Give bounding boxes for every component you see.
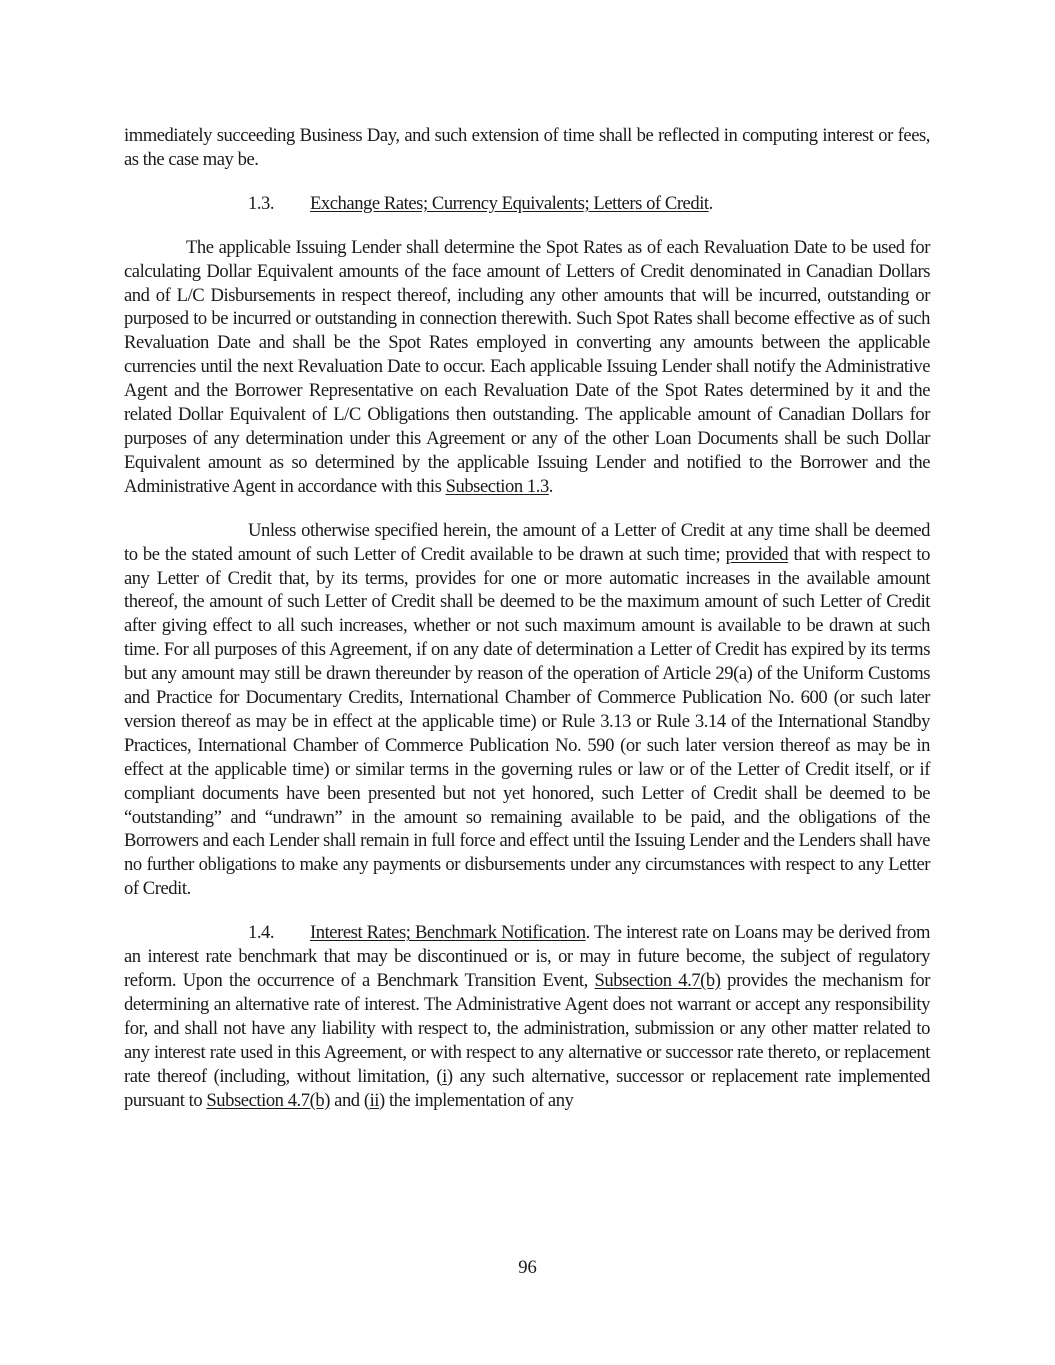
- paragraph-text-3: ) any such alternative, successor or replacement rate implemented pursuant to: [124, 1065, 930, 1111]
- section-title: Interest Rates; Benchmark Notification: [310, 922, 586, 944]
- section-1-3-paragraph-2: [124, 519, 930, 902]
- paragraph-text-1: . The interest rate on Loans may be derived from an interest rate benchmark that may be discontinued or is, or may in future become, the subject of regulatory reform. Upon the occurrence of a Benchmark Transition Event,: [124, 922, 930, 991]
- paragraph-text-before: Unless otherwise specified herein, the amount of a Letter of Credit at any time shall be deemed to be the stated amount of such Letter of Credit available to be drawn at such time;: [124, 519, 930, 565]
- paragraph-suffix: .: [548, 475, 553, 497]
- section-heading-1-3: [124, 192, 930, 216]
- section-title-suffix: .: [708, 192, 713, 214]
- subsection-reference-link[interactable]: Subsection 4.7(b): [206, 1089, 330, 1111]
- section-title: Exchange Rates; Currency Equivalents; Letters of Credit: [310, 192, 709, 214]
- section-1-3-paragraph-1: [124, 236, 930, 499]
- page-number: 96: [518, 1257, 537, 1278]
- paragraph-text-2: provides the mechanism for determining an alternative rate of interest. The Administrative Agent does not warrant or accept any responsibility for, and shall not have any liability with respect to, the administration, submission or any other matter related to any interest rate used in this Agreement, or with respect to any alternative or successor rate thereto, or replacement rate thereof (including, without limitation, (: [124, 970, 930, 1087]
- subsection-reference-link[interactable]: Subsection 4.7(b): [594, 970, 721, 991]
- section-1-4-paragraph: [124, 921, 930, 1112]
- paragraph-text-5: ) the implementation of any: [379, 1089, 574, 1111]
- provided-term: provided: [725, 543, 789, 565]
- paragraph-text-4: and (: [329, 1089, 370, 1111]
- section-number: 1.4.: [248, 922, 275, 944]
- enumeration-marker: i: [442, 1065, 447, 1087]
- paragraph-text: The applicable Issuing Lender shall determine the Spot Rates as of each Revaluation Date to be used for calculating Dollar Equivalent amounts of the face amount of Letters of Credit denominated in Canadian Dollars and of L/C Disbursements in respect thereof, including any other amounts that will be incurred, outstanding or purposed to be incurred or outstanding in connection therewith. Such Spot Rates shall become effective as of such Revaluation Date and shall be the Spot Rates employed in converting any amounts between the applicable currencies until the next Revaluation Date to occur. Each applicable Issuing Lender shall notify the Administrative Agent and the Borrower Representative on each Revaluation Date of the Spot Rates determined by it and the related Dollar Equivalent of L/C Obligations then outstanding. The applicable amount of Canadian Dollars for purposes of any determination under this Agreement or any of the other Loan Documents shall be such Dollar Equivalent amount as so determined by the applicable Issuing Lender and notified to the Borrower and the Administrative Agent in accordance with this: [124, 236, 930, 497]
- subsection-reference-link[interactable]: Subsection 1.3: [445, 475, 549, 497]
- section-number: 1.3.: [248, 192, 275, 214]
- paragraph-text-after: that with respect to any Letter of Credit that, by its terms, provides for one or more automatic increases in the available amount thereof, the amount of such Letter of Credit shall be deemed to be the maximum amount of such Letter of Credit after giving effect to all such increases, whether or not such maximum amount is available to be drawn at such time. For all purposes of this Agreement, if on any date of determination a Letter of Credit has expired by its terms but any amount may still be drawn thereunder by reason of the operation of Article 29(a) of the Uniform Customs and Practice for Documentary Credits, International Chamber of Commerce Publication No. 600 (or such later version thereof as may be in effect at the applicable time) or Rule 3.13 or Rule 3.14 of the International Standby Practices, International Chamber of Commerce Publication No. 590 (or such later version thereof as may be in effect at the applicable time) or similar terms in the governing rules or law or of the Letter of Credit itself, or if compliant documents have been presented but not yet honored, such Letter of Credit shall be deemed to be “outstanding” and “undrawn” in the amount so remaining available to be paid, and the obligations of the Borrowers and each Lender shall remain in full force and effect until the Issuing Lender and the Lenders shall have no further obligations to make any payments or disbursements under any circumstances with respect to any Letter of Credit.: [124, 543, 930, 900]
- lead-paragraph-text: immediately succeeding Business Day, and such extension of time shall be reflected in computing interest or fees, as the case may be.: [124, 125, 930, 170]
- enumeration-marker: ii: [369, 1089, 380, 1111]
- document-page: [124, 124, 930, 1112]
- lead-paragraph: [124, 124, 930, 172]
